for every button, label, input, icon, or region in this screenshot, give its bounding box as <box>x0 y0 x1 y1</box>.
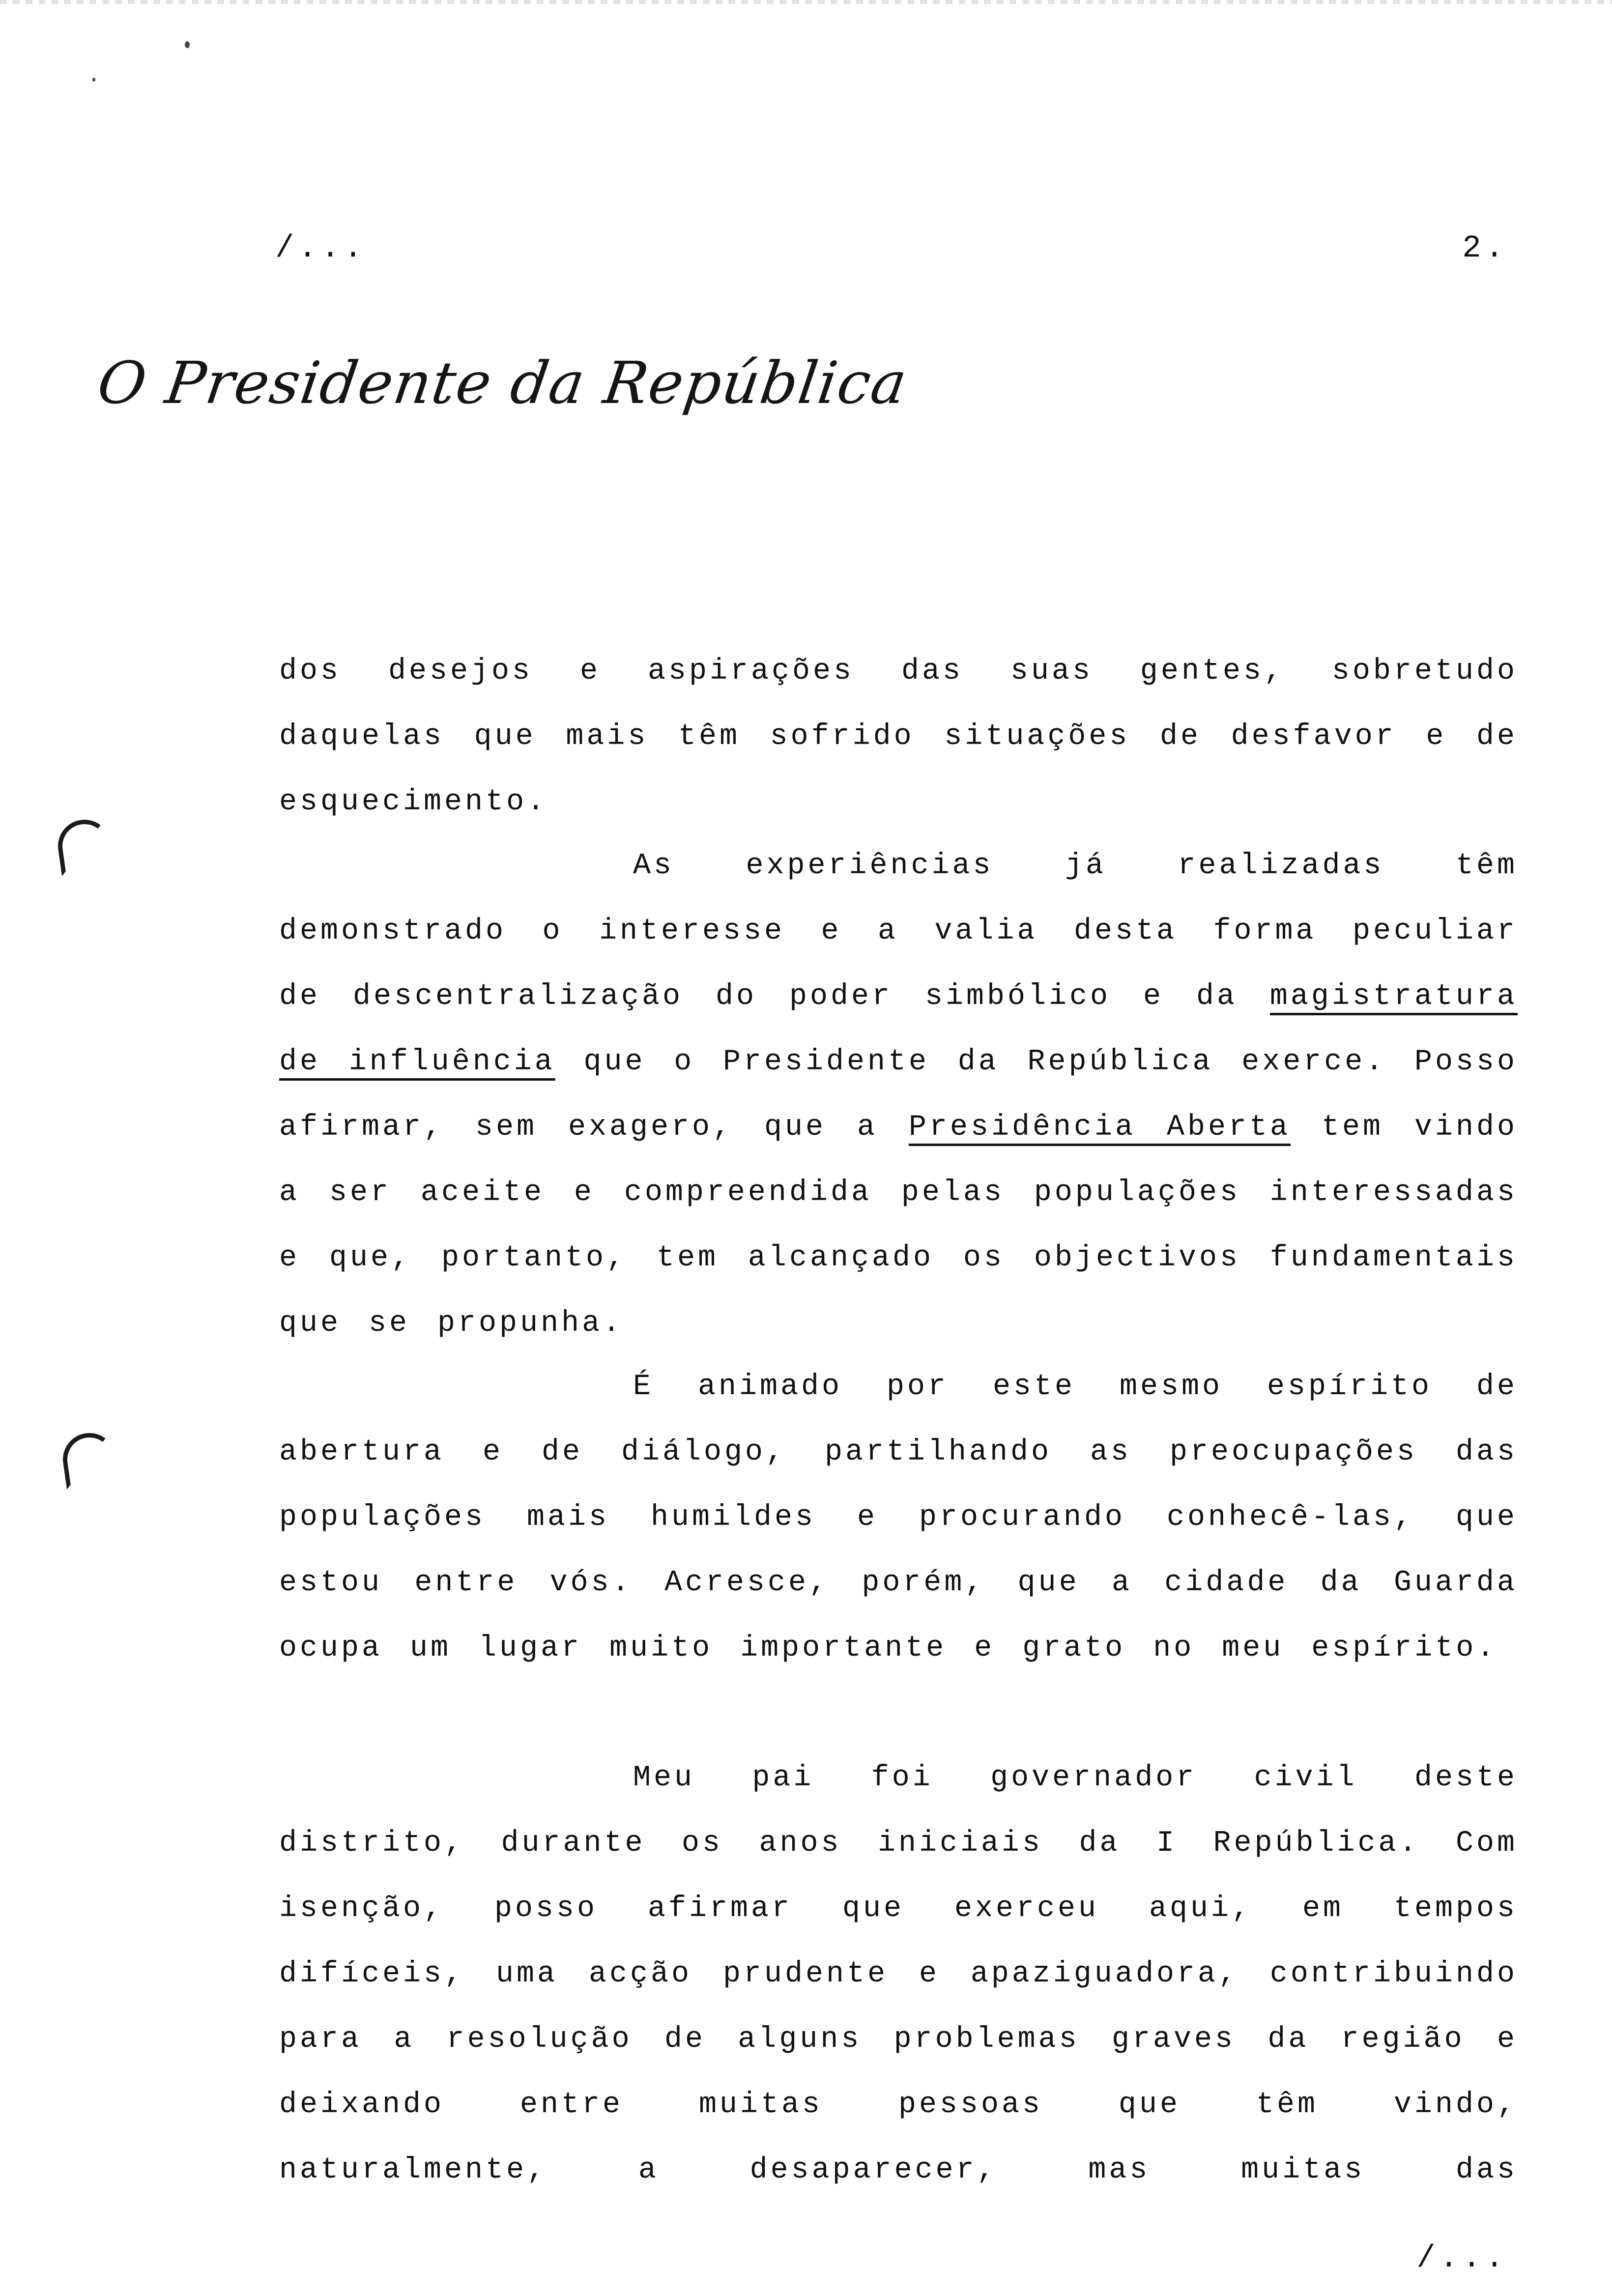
paragraph-text: dos desejos e aspirações das suas gentes, sobretudo daquelas que mais têm sofrido situações de desfavor e de esquecimento. <box>279 655 1518 819</box>
punch-hole-mark <box>59 1430 119 1490</box>
continuation-marker-top: /... <box>275 231 367 266</box>
text-run: tem vindo a ser aceite e compreendida pelas populações interessadas e que, portanto, tem alcançado os objectivos fundamentais que se propunha. <box>279 1111 1518 1340</box>
underlined-phrase: Presidência Aberta <box>908 1111 1291 1144</box>
paragraph-text <box>279 833 1518 1356</box>
text-run: que o Presidente da República exerce. Posso afirmar, sem exagero, que a <box>279 1045 1518 1144</box>
punch-hole-mark <box>55 816 115 876</box>
paragraph-1 <box>279 639 1518 835</box>
letterhead-title: O Presidente da República <box>93 349 912 417</box>
paragraph-4 <box>279 1746 1518 2203</box>
scan-speck <box>92 78 95 82</box>
scan-top-edge <box>0 0 1612 4</box>
text-run: As experiências já realizadas têm demonstrado o interesse e a valia desta forma peculiar de descentralização do poder simbólico e da <box>279 849 1518 1013</box>
paragraph-2 <box>279 833 1518 1356</box>
paragraph-text: É animado por este mesmo espírito de abertura e de diálogo, partilhando as preocupações das populações mais humildes e procurando conhecê-las, que estou entre vós. Acresce, porém, que a cidade da Guarda ocupa um lugar muito importante e grato no meu espírito. <box>279 1370 1518 1665</box>
underlined-phrase: magistratura de influência <box>279 980 1518 1079</box>
continuation-marker-bottom: /... <box>1416 2241 1508 2276</box>
scan-speck <box>185 41 190 48</box>
paragraph-text: Meu pai foi governador civil deste distrito, durante os anos iniciais da I República. Com isenção, posso afirmar que exerceu aqui, em tempos difíceis, uma acção prudente e apaziguadora, contribuindo para a resolução de alguns problemas graves da região e deixando entre muitas pessoas que têm vindo, naturalmente, a desaparecer, mas muitas das <box>279 1761 1518 2187</box>
page-number: 2. <box>1462 231 1508 266</box>
paragraph-3 <box>279 1354 1518 1681</box>
